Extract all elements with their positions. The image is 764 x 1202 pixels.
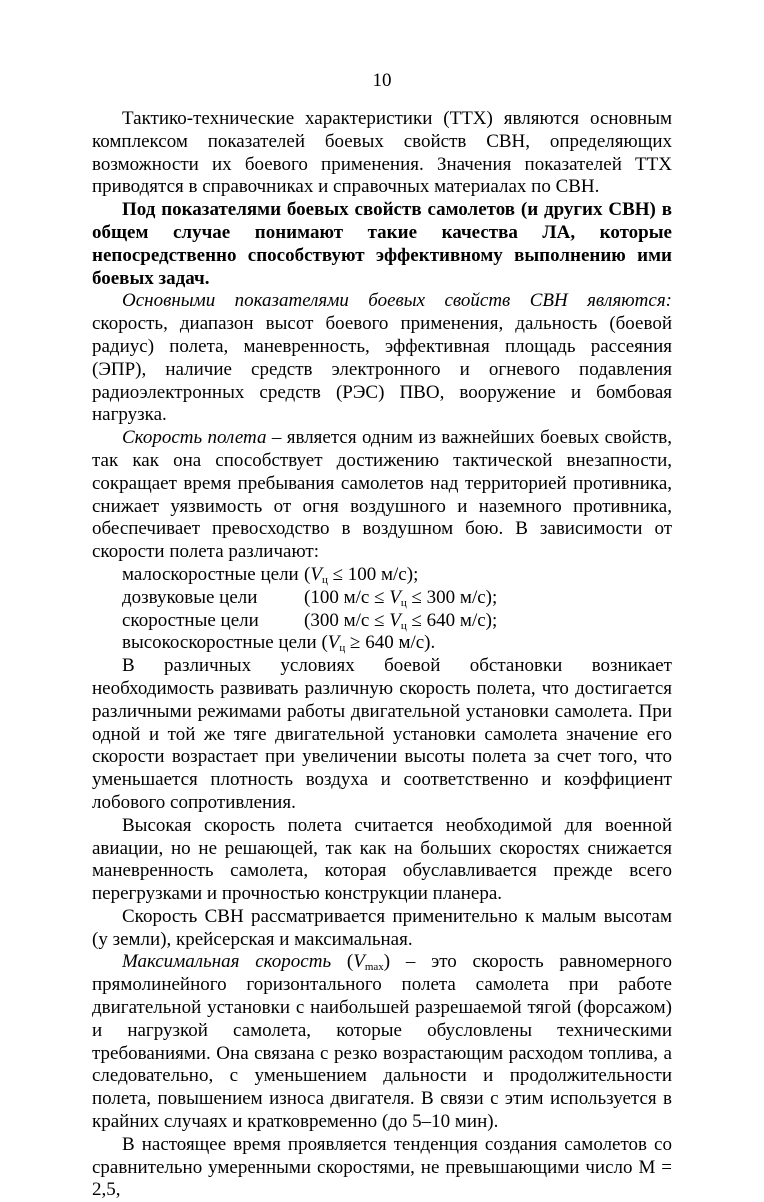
list-item [92, 587, 672, 610]
speed-class-name: высокоскоростные цели [122, 632, 317, 654]
max-speed-text: ) – это скорость равномерного прямолинейного горизонтального полета самолета при работе двигательной установки с наибольшей разрешаемой тягой (форсажом) и нагрузкой самолета, которые обусловлены техническими требованиями. Она связана с резко возрастающим расходом топлива, а следовательно, с уменьшением дальности и продолжительности полета, повышением износа двигателя. В связи с этим используется в крайних случаях и кратковременно (до 5–10 мин). [92, 951, 673, 1133]
paragraph-flight-speed [92, 427, 672, 564]
list-item [92, 632, 672, 655]
max-speed-term: Максимальная скорость [122, 951, 332, 973]
flight-speed-term: Скорость полета [122, 427, 267, 449]
speed-class-condition: (300 $м/с \le V_ц \le 640$ м/с); [304, 609, 498, 632]
main-indicators-text: скорость, диапазон высот боевого применения, дальность (боевой радиус) полета, маневренность, эффективная площадь рассеяния (ЭПР), наличие средств электронного и огневого подавления радиоэлектронных средств (РЭС) ПВО, вооружение и бомбовая нагрузка. [92, 313, 672, 426]
paragraph-definition-bold: Под показателями боевых свойств самолетов (и других СВН) в общем случае понимают такие качества ЛА, которые непосредственно способствуют эффективному выполнению ими боевых задач. [92, 199, 672, 289]
paragraph-trend: В настоящее время проявляется тенденция создания самолетов со сравнительно умеренными скоростями, не превышающими число М = 2,5, [92, 1133, 672, 1201]
speed-class-condition: ($V_ц \ge 640$ м/с). [321, 632, 436, 655]
speed-class-name: скоростные цели [122, 609, 259, 631]
paragraph-speed-modes: В различных условиях боевой обстановки возникает необходимость развивать различную скорость полета, что достигается различными режимами работы двигательной установки самолета. При одной и той же тяге двигательной установки самолета значение его скорости возрастает при увеличении высоты полета за счет того, что уменьшается плотность воздуха и соответственно и коэффициент лобового сопротивления. [92, 655, 672, 813]
speed-class-condition: ($V_ц \le 100$ м/с); [304, 563, 419, 586]
speed-class-name: малоскоростные цели [122, 563, 299, 585]
list-item [92, 610, 672, 633]
main-indicators-term: Основными показателями боевых свойств СВН являются: [122, 290, 672, 312]
max-speed-symbol: V [353, 951, 365, 973]
flight-speed-text: – является одним из важнейших боевых свойств, так как она способствует достижению тактической внезапности, сокращает время пребывания самолетов над территорией противника, снижает уязвимость от огня воздушного и наземного противника, обеспечивает превосходство в воздушном бою. В зависимости от скорости полета различают: [92, 427, 672, 563]
paragraph-speed-types: Скорость СВН рассматривается применительно к малым высотам (у земли), крейсерская и максимальная. [92, 905, 672, 950]
paragraph-ttx: Тактико-технические характеристики (ТТХ) являются основным комплексом показателей боевых свойств СВН, определяющих возможности их боевого применения. Значения показателей ТТХ приводятся в справочниках и справочных материалах по СВН. [92, 108, 672, 198]
speed-class-name: дозвуковые цели [122, 586, 258, 608]
speed-class-condition: (100 $м/с \le V_ц \le 300$ м/с); [304, 586, 498, 609]
paragraph-max-speed: Максимальная скорость $(V_{max})$ – это скорость равномерного прямолинейного горизонтального полета самолета при работе двигательной установки с наибольшей разрешаемой тягой (форсажом) и нагрузкой самолета, которые обусловлены техническими требованиями. Она связана с резко возрастающим расходом топлива, а следовательно, с уменьшением дальности и продолжительности полета, повышением износа двигателя. В связи с этим используется в крайних случаях и кратковременно (до 5–10 мин). [92, 951, 673, 1133]
page-number: 10 [372, 70, 392, 91]
speed-classes-list [92, 564, 672, 655]
paragraph-high-speed: Высокая скорость полета считается необходимой для военной авиации, но не решающей, так как на больших скоростях снижается маневренность самолета, которая обуславливается прежде всего перегрузками и прочностью конструкции планера. [92, 814, 672, 905]
paragraph-main-indicators [92, 290, 672, 427]
max-speed-subscript: max [364, 961, 384, 974]
page-body [92, 108, 672, 1202]
list-item [92, 564, 672, 587]
